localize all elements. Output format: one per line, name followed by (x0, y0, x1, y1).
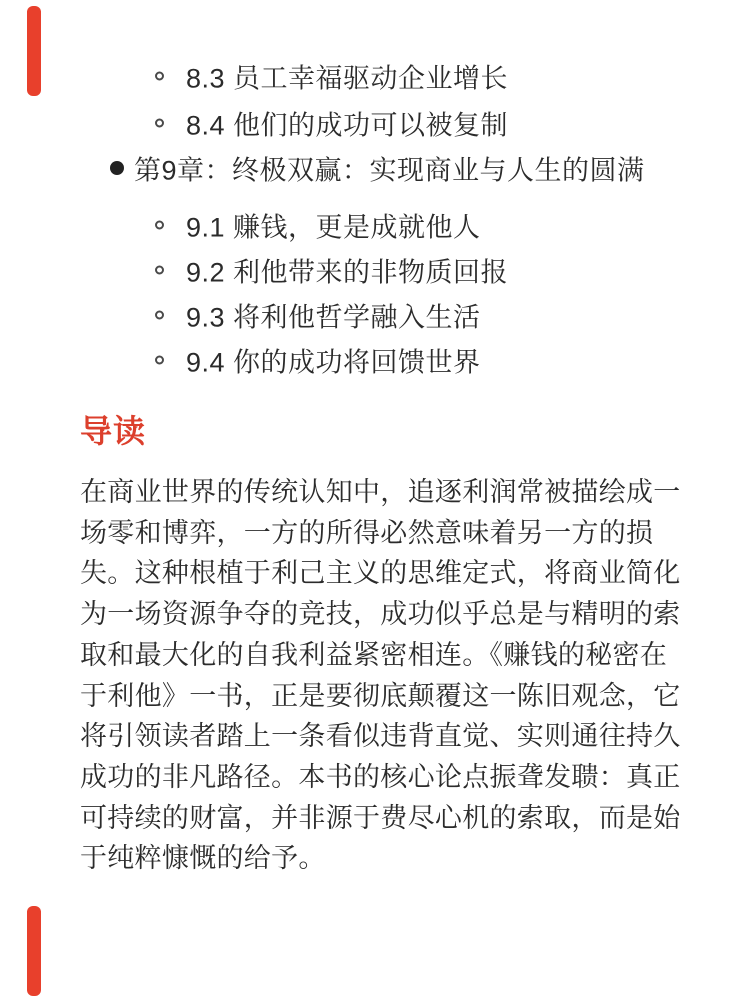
toc-item-label: 9.3 将利他哲学融入生活 (186, 302, 481, 333)
intro-line: 于纯粹慷慨的给予。 (80, 843, 326, 874)
disc-bullet-icon (110, 161, 124, 175)
circle-bullet-icon (155, 356, 164, 365)
circle-bullet-icon (155, 72, 164, 81)
toc-item-9-1 (0, 207, 750, 243)
toc-item-8-4 (0, 105, 750, 141)
intro-line: 失。这种根植于利己主义的思维定式，将商业简化 (80, 558, 681, 589)
circle-bullet-icon (155, 311, 164, 320)
toc-item-label: 8.4 他们的成功可以被复制 (186, 110, 509, 141)
toc-item-9-3 (0, 297, 750, 333)
toc-item-9-4 (0, 342, 750, 378)
circle-bullet-icon (155, 221, 164, 230)
intro-line: 成功的非凡路径。本书的核心论点振聋发聩：真正 (80, 761, 681, 792)
intro-line: 可持续的财富，并非源于费尽心机的索取，而是始 (80, 802, 681, 833)
intro-line: 于利他》一书，正是要彻底颠覆这一陈旧观念，它 (80, 680, 681, 711)
toc-chapter-label: 第9章：终极双赢：实现商业与人生的圆满 (134, 155, 645, 186)
circle-bullet-icon (155, 266, 164, 275)
intro-line: 为一场资源争夺的竞技，成功似乎总是与精明的索 (80, 599, 681, 630)
toc-item-label: 9.1 赚钱，更是成就他人 (186, 212, 481, 243)
toc-item-9-2 (0, 252, 750, 288)
page-edge-marker-bottom (27, 906, 41, 996)
intro-line: 取和最大化的自我利益紧密相连。《赚钱的秘密在 (80, 639, 668, 670)
circle-bullet-icon (155, 119, 164, 128)
toc-item-8-3 (0, 58, 750, 94)
intro-line: 将引领读者踏上一条看似违背直觉、实则通往持久 (80, 721, 681, 752)
intro-paragraph (80, 472, 690, 879)
intro-line: 在商业世界的传统认知中，追逐利润常被描绘成一 (80, 477, 681, 507)
toc-chapter-9 (0, 150, 750, 186)
toc-item-label: 9.2 利他带来的非物质回报 (186, 257, 509, 288)
section-heading: 导读 (80, 413, 147, 449)
intro-line: 场零和博弈，一方的所得必然意味着另一方的损 (80, 517, 654, 548)
toc-item-label: 9.4 你的成功将回馈世界 (186, 347, 481, 378)
toc-item-label: 8.3 员工幸福驱动企业增长 (186, 63, 509, 94)
